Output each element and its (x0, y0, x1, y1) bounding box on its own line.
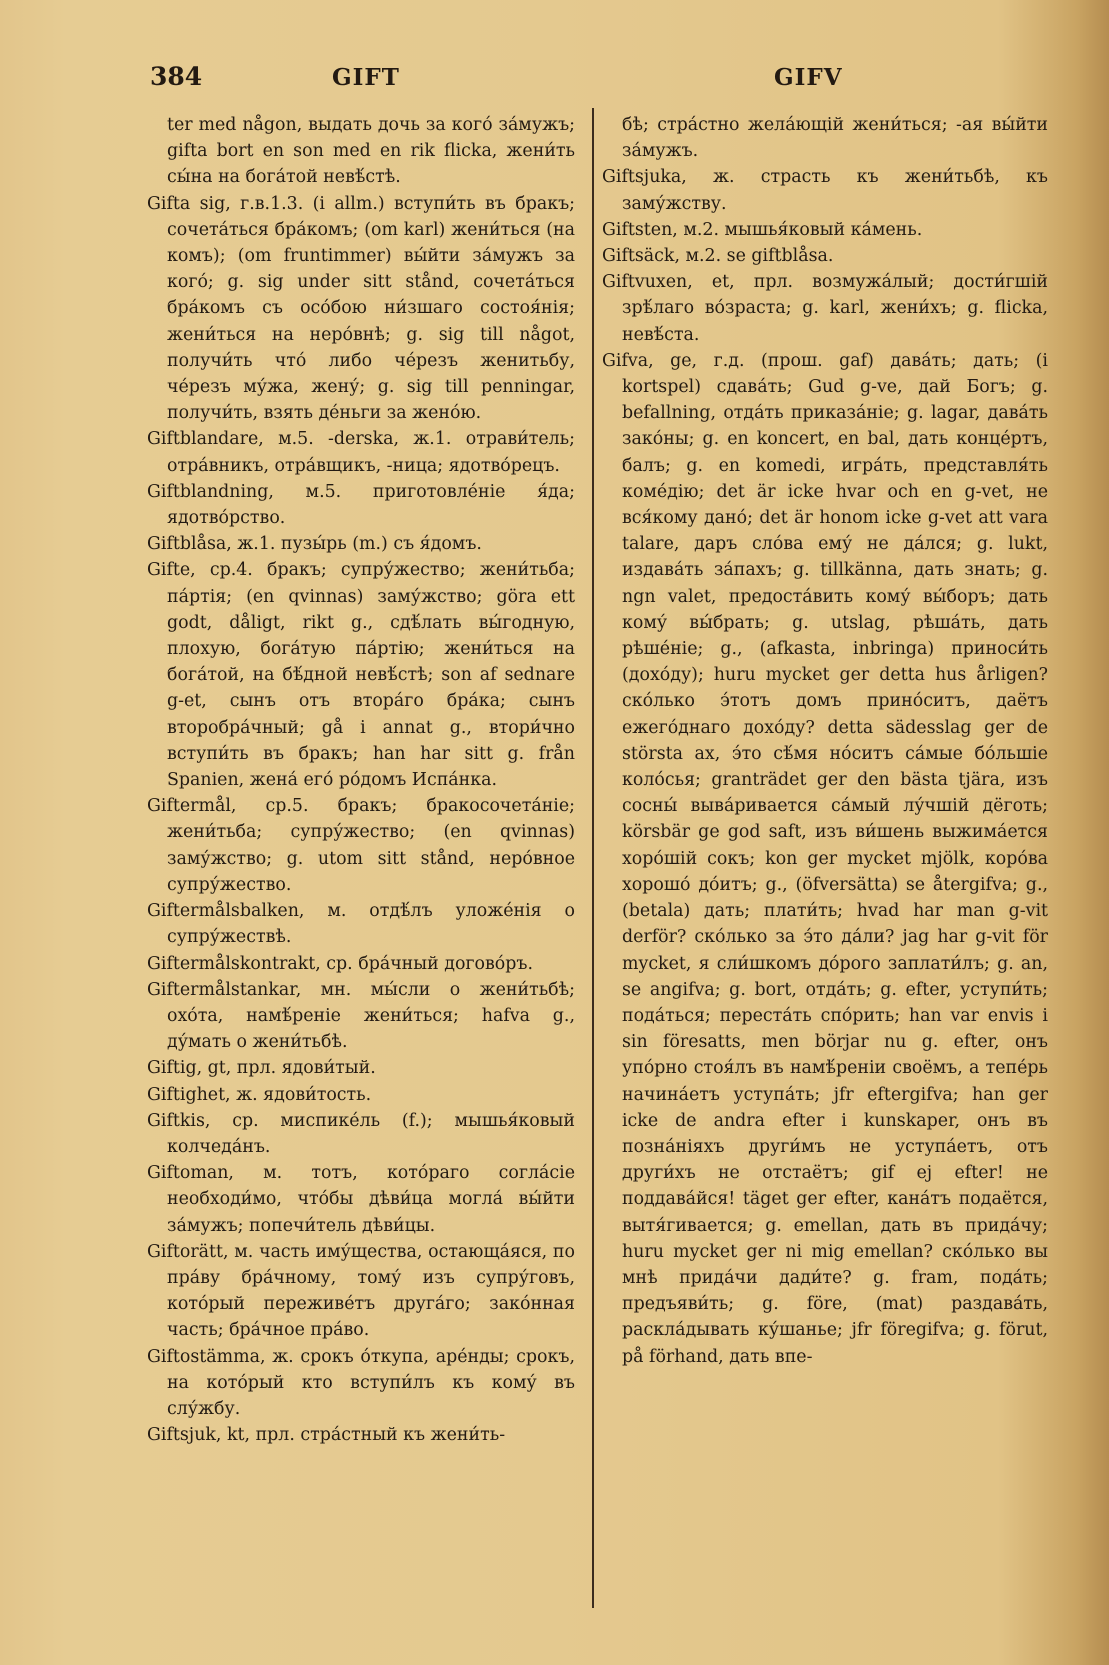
page-header (150, 62, 1030, 102)
entry-giftig: Giftig, gt, прл. ядови́тый. (147, 1058, 376, 1079)
entry-giftermalstankar: Giftermålstankar, мн. мы́сли о жени́тьбѣ; охо́та, намѣ́реніе жени́ться; hafva g., ду́мать о жени́тьбѣ. (147, 979, 575, 1053)
entry-gifta-sig: Gifta sig, г.в.1.3. (i allm.) вступи́ть въ бракъ; сочета́ться бра́комъ; (om karl) жени́ться (на комъ); (om fruntimmer) вы́йти за́мужъ за кого́; g. sig under sitt stånd, сочета́ться бра́комъ съ осо́бою ни́зшаго состоя́нія; жени́ться на неро́внѣ; g. sig till något, получи́ть что́ либо че́резъ женитьбу, че́резъ му́жа, жену́; g. sig till penningar, получи́ть, взять де́ньги за жено́ю. (147, 193, 575, 424)
entry-giftsten: Giftsten, м.2. мышья́ковый ка́мень. (602, 219, 923, 240)
entry-giftblandare: Giftblandare, м.5. -derska, ж.1. отрави́тель; отра́вникъ, отра́вщикъ, -ница; ядотво́рецъ. (147, 429, 575, 476)
entry-giftoratt: Giftorätt, м. часть иму́щества, остающа́яся, по пра́ву бра́чному, тому́ изъ супру́говъ, кото́рый переживе́тъ друга́го; зако́нная часть; бра́чное пра́во. (147, 1241, 575, 1341)
entry-giftoman: Giftoman, м. тотъ, кото́раго согла́сіе необходи́мо, что́бы дѣви́ца могла́ вы́йти за́мужъ; попечи́тель дѣви́цы. (147, 1163, 575, 1236)
entry-giftblasa: Giftblåsa, ж.1. пузы́рь (m.) съ я́домъ. (147, 534, 482, 555)
entry-giftblandning: Giftblandning, м.5. приготовле́ніе я́да; ядотво́рство. (147, 481, 575, 529)
entry-continuation: бѣ; стра́стно жела́ющій жени́ться; -ая вы́йти за́мужъ. (622, 115, 1048, 162)
entry-gifva: Gifva, ge, г.д. (прош. gaf) дава́ть; дать; (i kortspel) сдава́ть; Gud g-ve, дай Богъ; g. befallning, отда́ть приказа́ніе; g. lagar, дава́ть зако́ны; g. en koncert, en bal, дать конце́ртъ, балъ; g. en komedi, игра́ть, представля́ть коме́дію; det är icke hvar och en g-vet, не вся́кому дано́; det är honom icke g-vet att vara talare, даръ сло́ва ему́ не да́лся; g. lukt, издава́ть за́пахъ; g. tillkänna, дать знать; g. ngn valet, предоста́вить кому́ вы́боръ; дать кому́ вы́брать; g. utslag, рѣша́ть, дать рѣше́ніе; g., (afkasta, inbringa) приноси́ть (дохо́ду); huru mycket ger detta hus årligen? ско́лько э́тотъ домъ прино́ситъ, даётъ ежего́днаго дохо́ду? detta sädesslag ger de största ax, э́то сѣ́мя но́ситъ са́мые бо́льшіе коло́сья; granträdet ger den bästa tjära, изъ сосны́ выва́ривается са́мый лу́чшій дёготь; körsbär ge god saft, изъ ви́шень выжима́ется хоро́шій сокъ; kon ger mycket mjölk, коро́ва хорошо́ до́итъ; g., (öfversätta) se återgifva; g., (betala) дать; плати́ть; hvad har man g-vit derför? ско́лько за э́то да́ли? jag har g-vit för mycket, я сли́шкомъ до́рого заплати́лъ; g. an, se angifva; g. bort, отда́ть; g. efter, уступи́ть; пода́ться; переста́ть спо́рить; han var envis i sin föresatts, men börjar nu g. efter, онъ упо́рно стоя́лъ въ намѣ́реніи своёмъ, а тепе́рь начина́етъ уступа́ть; jfr eftergifva; han ger icke de andra efter i kunskaper, онъ въ позна́ніяхъ други́мъ не уступа́етъ, отъ други́хъ не отстаётъ; gif ej efter! не поддава́йся! täget ger efter, кана́тъ подаётся, вытя́гивается; g. emellan, дать въ прида́чу; huru mycket ger ni mig emellan? ско́лько вы мнѣ прида́чи дади́те? g. fram, пода́ть; предъяви́ть; g. före, (mat) раздава́ть, раскла́дывать ку́шанье; jfr föregifva; g. förut, på förhand, дать впе- (602, 350, 1048, 1367)
entry-giftsjuka: Giftsjuka, ж. страсть къ жени́тьбѣ, къ заму́жству. (602, 167, 1048, 214)
entry-giftostamma: Giftostämma, ж. срокъ о́ткупа, аре́нды; срокъ, на кото́рый кто вступи́лъ къ кому́ въ слу́жбу. (147, 1346, 575, 1419)
entry-giftsjuk: Giftsjuk, kt, прл. стра́стный къ жени́ть- (147, 1425, 506, 1446)
entry-giftsack: Giftsäck, м.2. se giftblåsa. (602, 246, 834, 267)
running-head-left: GIFT (332, 64, 400, 91)
page-number: 384 (150, 62, 203, 91)
entry-giftermal: Giftermål, ср.5. бракъ; бракосочета́ніе; жени́тьба; супру́жество; (en qvinnas) заму́жство; g. utom sitt stånd, неро́вное супру́жество. (147, 796, 575, 895)
right-column (602, 112, 1048, 1370)
running-head-right: GIFV (774, 64, 843, 91)
entry-giftighet: Giftighet, ж. ядови́тость. (147, 1084, 372, 1105)
entry-giftvuxen: Giftvuxen, et, прл. возмужа́лый; дости́гшій зрѣ́лаго во́зраста; g. karl, жени́хъ; g. flicka, невѣ́ста. (602, 272, 1048, 345)
left-column (147, 112, 575, 1448)
entry-giftermalskontrakt: Giftermålskontrakt, ср. бра́чный догово́ръ. (147, 953, 533, 974)
entry-giftkis: Giftkis, ср. миспике́ль (f.); мышья́ковый колчеда́нъ. (147, 1110, 575, 1157)
entry-giftermalsbalken: Giftermålsbalken, м. отдѣ́лъ уложе́нія о супру́жествѣ. (147, 901, 575, 948)
entry-gifte: Gifte, ср.4. бракъ; супру́жество; жени́тьба; па́ртія; (en qvinnas) заму́жство; göra ett godt, dåligt, rikt g., сдѣ́лать вы́годную, плохую, бога́тую па́ртію; жени́ться на бога́той, на бѣ́дной невѣ́стѣ; son af sednare g-et, сынъ отъ втора́го бра́ка; сынъ второбра́чный; gå i annat g., втори́чно вступи́ть въ бракъ; han har sitt g. från Spanien, жена́ его́ ро́домъ Испа́нка. (147, 560, 575, 791)
entry-continuation: ter med någon, выдать дочь за кого́ за́мужъ; gifta bort en son med en rik flicka, жени́ть сы́на на бога́той невѣ́стѣ. (167, 115, 575, 188)
column-divider (592, 108, 594, 1608)
